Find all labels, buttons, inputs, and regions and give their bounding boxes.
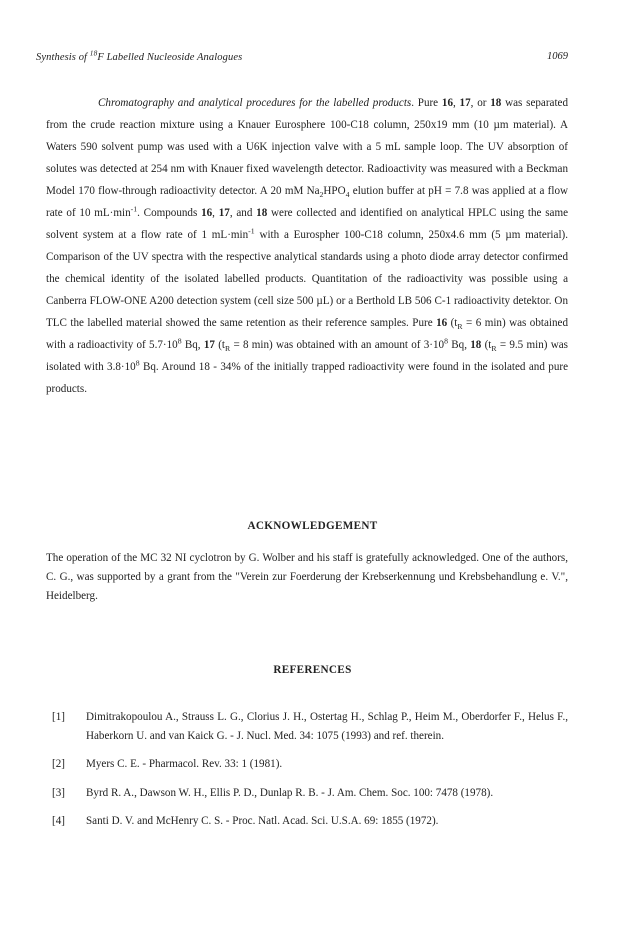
running-title-text: Synthesis of [36, 52, 90, 63]
subscript: R [457, 322, 463, 332]
text-run: elution buffer at pH = 7.8 was applied at a flow rate of 10 mL·min [46, 185, 569, 219]
subscript: 4 [345, 190, 350, 200]
text-run: Bq, [447, 339, 471, 351]
text-run: = 9.5 min) was isolated with 3.8·10 [46, 339, 568, 373]
running-title [36, 48, 243, 63]
reference-number: [4] [52, 815, 65, 827]
running-title-text-end: F Labelled Nucleoside Analogues [97, 52, 243, 63]
page-number: 1069 [547, 51, 568, 62]
text-run: (t [214, 339, 225, 351]
reference-text: Myers C. E. - Pharmacol. Rev. 33: 1 (1981). [86, 758, 283, 770]
reference-text: Dimitrakopoulou A., Strauss L. G., Clorius J. H., Ostertag H., Schlag P., Heim M., Oberdorfer F., Helus F., Haberkorn U. and van Kaick G. - J. Nucl. Med. 34: 1075 (1993) and ref. therein. [86, 711, 568, 742]
text-run: . Pure [411, 97, 442, 109]
superscript: -1 [248, 226, 255, 236]
running-title-superscript: 18 [89, 48, 98, 58]
compound-number: 16 [201, 207, 213, 219]
text-run: Bq, [181, 339, 204, 351]
compound-number: 16 [436, 317, 448, 329]
compound-number: 18 [256, 207, 268, 219]
reference-text: Byrd R. A., Dawson W. H., Ellis P. D., Dunlap R. B. - J. Am. Chem. Soc. 100: 7478 (1978). [86, 786, 494, 799]
reference-text: Santi D. V. and McHenry C. S. - Proc. Natl. Acad. Sci. U.S.A. 69: 1855 (1972). [86, 815, 439, 827]
reference-item [46, 755, 568, 774]
reference-number: [2] [52, 758, 65, 770]
reference-item [46, 812, 568, 831]
subscript: R [224, 344, 231, 354]
text-run: HPO [323, 185, 346, 197]
text-run: (t [481, 339, 492, 351]
compound-number: 17 [203, 339, 215, 351]
text-run: , or [470, 97, 491, 109]
reference-number: [3] [52, 786, 65, 799]
compound-number: 17 [459, 97, 471, 109]
subscript: R [491, 344, 497, 354]
superscript: 8 [177, 336, 182, 346]
text-run: with a Eurospher 100-C18 column, 250x4.6 mm (5 µm material). Comparison of the UV spectra with the respective analytical standards using a photo diode array detector confirmed the chemical identity of the isolated labelled products. Quantitation of the radioactivity was possible using a Canberra FLOW-ONE A200 detection system (cell size 500 µL) or a Berthold LB 506 C-1 radioactivity detektor. On TLC the labelled material showed the same retention as their reference samples. Pure [46, 229, 568, 329]
reference-number: [1] [52, 711, 65, 723]
methods-paragraph [46, 92, 568, 400]
text-run: . Compounds [137, 207, 202, 219]
text-run: , [212, 207, 219, 219]
text-run: = 8 min) was obtained with an amount of 3·10 [230, 339, 445, 351]
reference-item [46, 784, 568, 803]
text-run: , and [229, 207, 257, 219]
superscript: 8 [135, 358, 140, 368]
text-run: , [452, 97, 460, 109]
reference-list [46, 708, 568, 841]
superscript: 8 [444, 336, 448, 346]
acknowledgement-heading: ACKNOWLEDGEMENT [247, 520, 378, 532]
text-run: were collected and identified on analytical HPLC using the same solvent system at a flow rate of 1 mL·min [46, 207, 569, 241]
compound-number: 18 [470, 339, 482, 351]
compound-number: 16 [441, 97, 453, 109]
acknowledgement-text: The operation of the MC 32 NI cyclotron by G. Wolber and his staff is gratefully acknowledged. One of the authors, C. G., was supported by a grant from the "Verein zur Foerderung der Krebserkennung und Krebsbehandlung e. V.", Heidelberg. [46, 552, 568, 602]
superscript: -1 [130, 204, 138, 214]
text-run: = 6 min) was obtained with a radioactivity of 5.7·10 [46, 317, 569, 351]
reference-item [46, 708, 568, 745]
text-run: was separated from the crude reaction mixture using a Knauer Eurosphere 100-C18 column, 250x19 mm (10 µm material). A Waters 590 solvent pump was used with a U6K injection valve with a 5 mL sample loop. The UV absorption of solutes was detected at 254 nm with Knauer fixed wavelength detector. Radioactivity was measured with a Beckman Model 170 flow-through radioactivity detector. A 20 mM Na [46, 97, 569, 197]
subscript: 2 [319, 190, 324, 200]
text-run: Bq. Around 18 - 34% of the initially trapped radioactivity were found in the isolated and pure products. [46, 361, 568, 395]
compound-number: 18 [490, 97, 502, 109]
paragraph-heading: Chromatography and analytical procedures for the labelled products [98, 97, 412, 109]
compound-number: 17 [218, 207, 230, 219]
references-heading: REFERENCES [273, 664, 352, 676]
text-run: (t [447, 317, 458, 329]
paragraph-text [46, 92, 568, 400]
